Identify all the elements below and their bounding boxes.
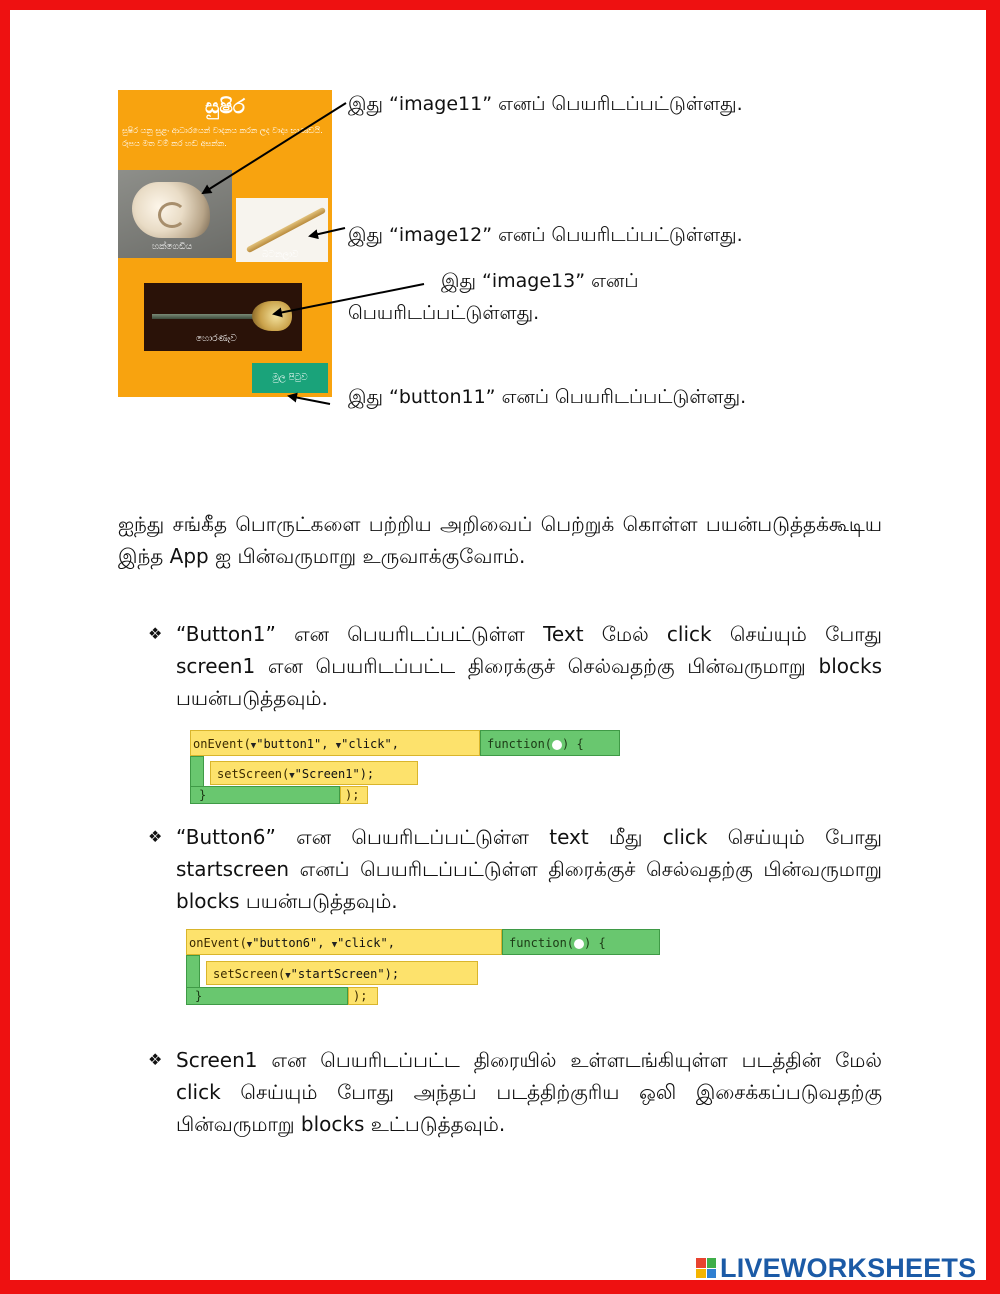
- arrow-image12: [310, 228, 345, 236]
- closing-brace: }: [186, 987, 348, 1005]
- onevent-block: onEvent(▼"button6", ▼"click",: [186, 929, 502, 955]
- label-image11: இது “image11” எனப் பெயரிடப்பட்டுள்ளது.: [348, 93, 743, 115]
- closing-brace: }: [190, 786, 340, 804]
- app-title: සුෂිර: [205, 94, 245, 118]
- brand-text: LIVEWORKSHEETS: [720, 1252, 977, 1283]
- code-block-2: [186, 929, 664, 1007]
- bullet-icon: ❖: [148, 827, 163, 846]
- setscreen-block: setScreen(▼"startScreen");: [206, 961, 478, 985]
- bullet-text-1: “Button1” என பெயரிடப்பட்டுள்ள Text மேல் click செய்யும் போது screen1 என பெயரிடப்பட்ட திரைக்குச் செல்வதற்கு பின்வருமாறு blocks பயன்படுத்தவும்.: [176, 622, 882, 710]
- intro-paragraph: ஐந்து சங்கீத பொருட்களை பற்றிய அறிவைப் பெற்றுக் கொள்ள பயன்படுத்தக்கூடிய இந்த App ஐ பின்வருமாறு உருவாக்குவோம்.: [118, 512, 882, 568]
- closing-paren: );: [348, 987, 378, 1005]
- arrow-image11: [203, 103, 346, 193]
- setscreen-block: setScreen(▼"Screen1");: [210, 761, 418, 785]
- label-image12: இது “image12” எனப் பெயரிடப்பட்டுள்ளது.: [348, 224, 743, 246]
- image11-caption: හක්ගෙඩිය: [152, 242, 193, 252]
- image13-caption: හොරණෑව: [196, 334, 237, 344]
- bullet-text-3: Screen1 என பெயரிடப்பட்ட திரையில் உள்ளடங்கியுள்ள படத்தின் மேல் click செய்யும் போது அந்தப் படத்திற்குரிய ஒலி இசைக்கப்படுவதற்கு பின்வருமாறு blocks உட்படுத்தவும்.: [176, 1048, 882, 1136]
- closing-paren: );: [340, 786, 368, 804]
- bullet-text-2: “Button6” என பெயரிடப்பட்டுள்ள text மீது click செய்யும் போது startscreen எனப் பெயரிடப்பட்டுள்ள திரைக்குச் செல்வதற்கு பின்வருமாறு blocks பயன்படுத்தவும்.: [176, 825, 882, 913]
- onevent-block: onEvent(▼"button1", ▼"click",: [190, 730, 480, 756]
- app-description: සුෂිර යනු සුළං ආධාරයෙන් වාදනය කරන ලද වාද්‍ය භාණ්ඩයි. රූපය මත වම් කර හඬ අසන්න.: [122, 126, 323, 148]
- function-block: function( ) {: [480, 730, 620, 756]
- button11-home[interactable]: මුල පිටුව: [252, 363, 328, 393]
- function-block: function( ) {: [502, 929, 660, 955]
- code-block-1: [190, 730, 630, 804]
- label-button11: இது “button11” எனப் பெயரிடப்பட்டுள்ளது.: [348, 386, 747, 408]
- liveworksheets-logo: [696, 1253, 976, 1283]
- arrow-button11: [289, 396, 330, 404]
- bullet-icon: ❖: [148, 1050, 163, 1069]
- label-image13-line2: பெயரிடப்பட்டுள்ளது.: [348, 302, 540, 324]
- bullet-icon: ❖: [148, 624, 163, 643]
- liveworksheets-icon: [696, 1258, 716, 1278]
- label-image13-line1: இது “image13” எனப்: [441, 270, 639, 292]
- image12-caption: බටනලාව: [262, 250, 299, 260]
